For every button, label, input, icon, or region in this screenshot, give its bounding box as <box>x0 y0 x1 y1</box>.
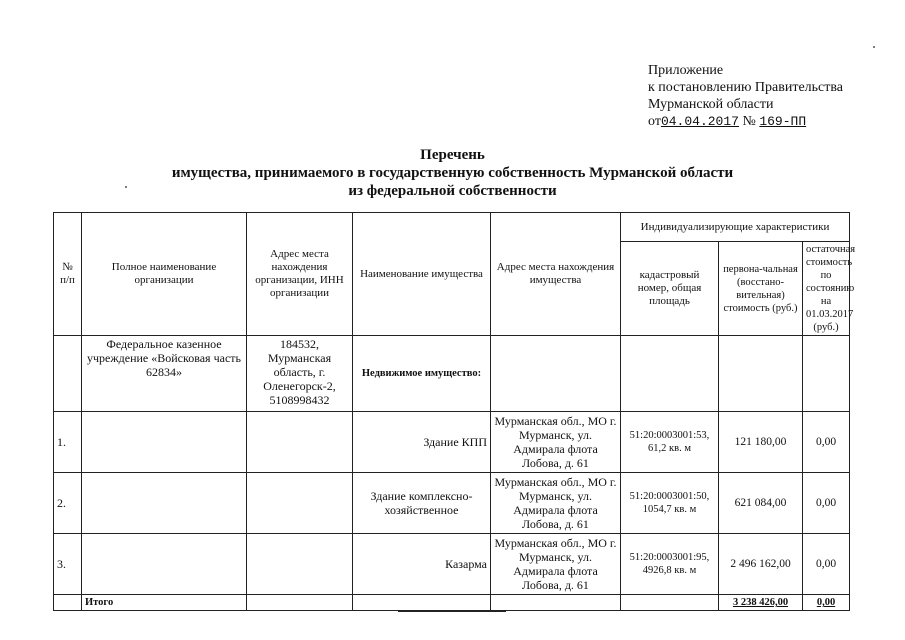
row-cadastral: 51:20:0003001:50, 1054,7 кв. м <box>621 473 719 534</box>
row-cadastral: 51:20:0003001:53, 61,2 кв. м <box>621 412 719 473</box>
title-line-2: имущества, принимаемого в государственную собственность Мурманской области <box>171 165 734 181</box>
row-residual-cost: 0,00 <box>803 412 850 473</box>
scan-speck <box>873 46 875 48</box>
row-num: 2. <box>54 473 82 534</box>
header-property-address: Адрес места нахождения имущества <box>491 213 621 336</box>
bottom-separator-line <box>398 611 506 612</box>
appendix-line-1: Приложение <box>648 63 724 78</box>
header-residual-cost: остаточная стоимость по состоянию на 01.03.2017 (руб.) <box>803 242 850 336</box>
org-row <box>54 336 850 412</box>
title-line-1: Перечень <box>420 147 485 163</box>
org-address-cell: 184532, Мурманская область, г. Оленегорск-2, 5108998432 <box>247 336 353 412</box>
total-row <box>54 595 850 611</box>
appendix-block <box>648 62 843 130</box>
header-cadastral: кадастровый номер, общая площадь <box>621 242 719 336</box>
org-name-cell: Федеральное казенное учреждение «Войсковая часть 62834» <box>82 336 247 412</box>
scan-speck <box>125 186 127 188</box>
row-num: 3. <box>54 534 82 595</box>
total-label: Итого <box>82 595 247 611</box>
resolution-date: 04.04.2017 <box>660 114 739 129</box>
property-group-label: Недвижимое имущество: <box>353 336 491 412</box>
total-initial-cost: 3 238 426,00 <box>719 595 803 611</box>
header-org-name: Полное наименование организации <box>82 213 247 336</box>
row-residual-cost: 0,00 <box>803 473 850 534</box>
appendix-line-3: Мурманской области <box>648 97 774 112</box>
property-table <box>53 212 856 611</box>
number-sign: № <box>742 114 756 129</box>
header-initial-cost: первона-чальная (восстано-вительная) стоимость (руб.) <box>719 242 803 336</box>
table-row <box>54 412 850 473</box>
row-initial-cost: 621 084,00 <box>719 473 803 534</box>
header-characteristics-group: Индивидуализирующие характеристики <box>621 213 850 242</box>
resolution-number: 169-ПП <box>759 114 807 129</box>
row-initial-cost: 121 180,00 <box>719 412 803 473</box>
header-num: № п/п <box>54 213 82 336</box>
title-line-3: из федеральной собственности <box>348 183 557 199</box>
document-title <box>0 146 905 200</box>
date-prefix: от <box>648 114 661 129</box>
row-residual-cost: 0,00 <box>803 534 850 595</box>
header-org-address: Адрес места нахождения организации, ИНН организации <box>247 213 353 336</box>
appendix-date-line <box>648 113 843 130</box>
table-row <box>54 473 850 534</box>
row-property-name: Казарма <box>353 534 491 595</box>
appendix-line-2: к постановлению Правительства <box>648 80 844 95</box>
row-num: 1. <box>54 412 82 473</box>
row-address: Мурманская обл., МО г. Мурманск, ул. Адмирала флота Лобова, д. 61 <box>491 412 621 473</box>
row-address: Мурманская обл., МО г. Мурманск, ул. Адмирала флота Лобова, д. 61 <box>491 534 621 595</box>
row-cadastral: 51:20:0003001:95, 4926,8 кв. м <box>621 534 719 595</box>
row-property-name: Здание комплексно-хозяйственное <box>353 473 491 534</box>
table-row <box>54 534 850 595</box>
row-property-name: Здание КПП <box>353 412 491 473</box>
row-address: Мурманская обл., МО г. Мурманск, ул. Адмирала флота Лобова, д. 61 <box>491 473 621 534</box>
row-initial-cost: 2 496 162,00 <box>719 534 803 595</box>
header-property-name: Наименование имущества <box>353 213 491 336</box>
total-residual-cost: 0,00 <box>803 595 850 611</box>
